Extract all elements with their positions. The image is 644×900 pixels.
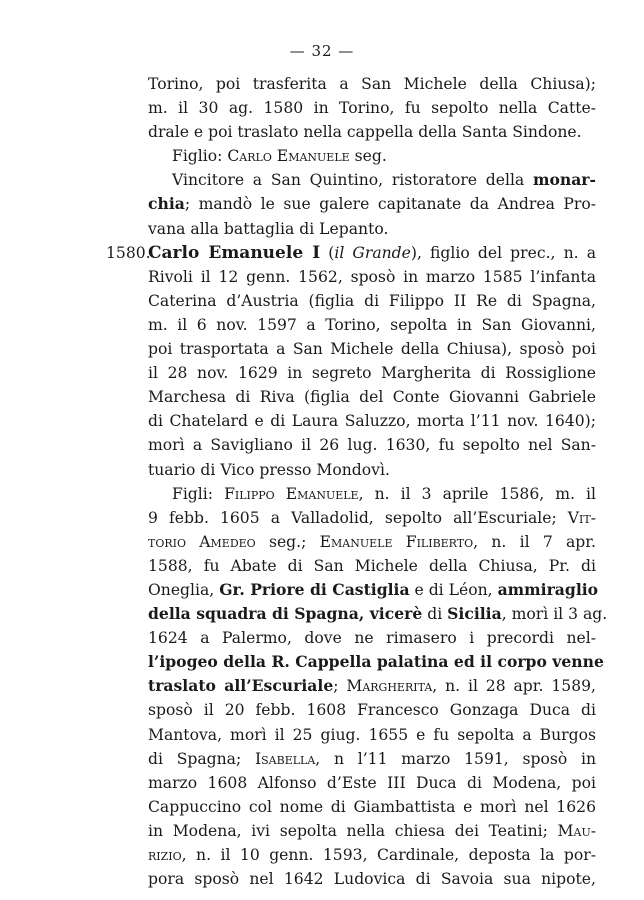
text-segment: Figlio: xyxy=(172,147,228,166)
text-line xyxy=(148,602,608,626)
text-line xyxy=(148,385,596,409)
text-segment: seg.; xyxy=(255,532,320,551)
text-segment: Mantova, morì il 25 giug. 1655 e fu sepolta a Burgos xyxy=(148,725,596,744)
text-segment: traslato all’Escuriale xyxy=(148,676,334,696)
text-segment: marzo 1608 Alfonso d’Este III Duca di Modena, poi xyxy=(148,773,596,792)
text-line xyxy=(148,506,596,530)
text-line xyxy=(148,626,596,650)
text-line xyxy=(148,771,596,795)
text-segment: 1624 a Palermo, dove ne rimasero i precordi nel- xyxy=(148,629,596,648)
text-segment: , n l’11 marzo 1591, sposò in xyxy=(315,749,597,768)
text-line xyxy=(148,409,596,433)
text-line xyxy=(148,795,596,819)
text-segment: morì a Savigliano il 26 lug. 1630, fu sepolto nel San- xyxy=(148,436,596,455)
body-text xyxy=(148,72,608,891)
text-segment: Figli: xyxy=(172,484,225,503)
text-segment: vana alla battaglia di Lepanto. xyxy=(148,219,389,238)
text-line xyxy=(148,241,596,265)
text-line xyxy=(148,578,599,602)
text-line xyxy=(148,192,596,216)
text-segment: e di Léon, xyxy=(409,580,498,599)
text-segment: monar- xyxy=(532,170,596,190)
text-segment: Filippo Emanuele xyxy=(224,484,359,503)
text-segment: m. il 6 nov. 1597 a Torino, sepolta in San Giovanni, xyxy=(148,315,596,334)
text-segment: m. il 30 ag. 1580 in Torino, fu sepolto nella Catte- xyxy=(148,99,596,118)
text-line xyxy=(148,843,596,867)
text-segment: torio Amedeo xyxy=(148,532,256,551)
text-line xyxy=(148,819,596,843)
text-line xyxy=(148,747,596,771)
text-line xyxy=(148,72,596,96)
text-segment: Sicilia xyxy=(447,604,502,624)
text-segment: in Modena, ivi sepolta nella chiesa dei Teatini; xyxy=(148,821,558,840)
text-segment: , n. il 7 apr. xyxy=(473,532,596,551)
text-segment: tuario di Vico presso Mondovì. xyxy=(148,460,390,479)
text-segment: di Chatelard e di Laura Saluzzo, morta l’11 nov. 1640); xyxy=(148,412,596,431)
text-line xyxy=(148,313,596,337)
text-segment: Emanuele Filiberto xyxy=(319,532,474,551)
text-segment: l’ipogeo della R. Cappella palatina ed il corpo venne xyxy=(148,652,604,672)
text-segment: 9 febb. 1605 a Valladolid, sepolto all’Escuriale; xyxy=(148,508,568,527)
text-line xyxy=(148,867,596,891)
text-segment: , n. il 28 apr. 1589, xyxy=(432,677,596,696)
text-segment: Gr. Priore di Castiglia xyxy=(219,579,410,599)
entry-year: 1580. xyxy=(106,243,151,262)
text-segment: rizio xyxy=(148,846,182,864)
text-segment: ; mandò le sue galere capitanate da Andrea Pro- xyxy=(184,195,596,214)
text-segment: di Spagna; xyxy=(148,749,255,768)
text-segment: Caterina d’Austria (figlia di Filippo II Re di Spagna, xyxy=(148,291,596,310)
text-segment: ( xyxy=(320,243,335,262)
text-line xyxy=(148,217,596,241)
text-segment: 1588, fu Abate di San Michele della Chiusa, Pr. di xyxy=(148,556,596,575)
text-segment: Marchesa di Riva (figlia del Conte Giovanni Gabriele xyxy=(148,388,596,407)
text-line xyxy=(148,698,596,722)
text-segment: pora sposò nel 1642 Ludovica di Savoia sua nipote, xyxy=(148,870,596,889)
text-segment: ), figlio del prec., n. a xyxy=(410,243,596,262)
text-segment: Margherita xyxy=(346,677,433,696)
text-line xyxy=(148,361,596,385)
text-segment: Vit- xyxy=(567,508,596,527)
text-segment: chia xyxy=(148,194,185,214)
text-line xyxy=(148,337,596,361)
text-segment: Mau- xyxy=(557,821,596,840)
text-segment: sposò il 20 febb. 1608 Francesco Gonzaga Duca di xyxy=(148,701,596,720)
text-line xyxy=(148,96,596,120)
text-line xyxy=(148,554,596,578)
text-segment: di xyxy=(422,605,448,624)
text-segment: Cappuccino col nome di Giambattista e morì nel 1626 xyxy=(148,797,596,816)
text-segment: ammiraglio xyxy=(497,579,599,599)
text-segment: Rivoli il 12 genn. 1562, sposò in marzo 1585 l’infanta xyxy=(148,267,596,286)
text-line xyxy=(148,433,596,457)
text-line xyxy=(148,144,596,168)
text-segment: Torino, poi trasferita a San Michele della Chiusa); xyxy=(148,75,596,93)
text-line xyxy=(148,530,596,554)
text-segment: , morì il 3 ag. xyxy=(501,605,608,624)
text-segment: Carlo Emanuele I xyxy=(148,242,321,263)
text-line xyxy=(148,674,596,698)
text-line xyxy=(148,265,596,289)
text-segment: , n. il 3 aprile 1586, m. il xyxy=(358,484,596,503)
text-segment: ; xyxy=(333,677,347,696)
text-segment: il 28 nov. 1629 in segreto Margherita di Rossiglione xyxy=(148,364,596,383)
text-line xyxy=(148,120,596,144)
text-segment: Isabella xyxy=(254,749,316,768)
text-line xyxy=(148,482,596,506)
text-segment: , n. il 10 genn. 1593, Cardinale, deposta la por- xyxy=(181,846,596,864)
text-line xyxy=(148,723,596,747)
text-segment: della squadra di Spagna, vicerè xyxy=(148,604,423,624)
text-segment: seg. xyxy=(349,147,387,166)
text-segment: poi trasportata a San Michele della Chiusa), sposò poi xyxy=(148,340,596,359)
text-segment: Vincitore a San Quintino, ristoratore della xyxy=(172,171,533,190)
text-segment: Oneglia, xyxy=(148,580,220,599)
text-segment: Carlo Emanuele xyxy=(227,147,350,166)
text-segment: drale e poi traslato nella cappella della Santa Sindone. xyxy=(148,123,582,142)
text-line xyxy=(148,168,596,192)
text-line xyxy=(148,289,596,313)
text-segment: il Grande xyxy=(334,243,411,262)
page-number: — 32 — xyxy=(289,42,355,60)
text-line xyxy=(148,458,596,482)
text-line xyxy=(148,650,604,674)
